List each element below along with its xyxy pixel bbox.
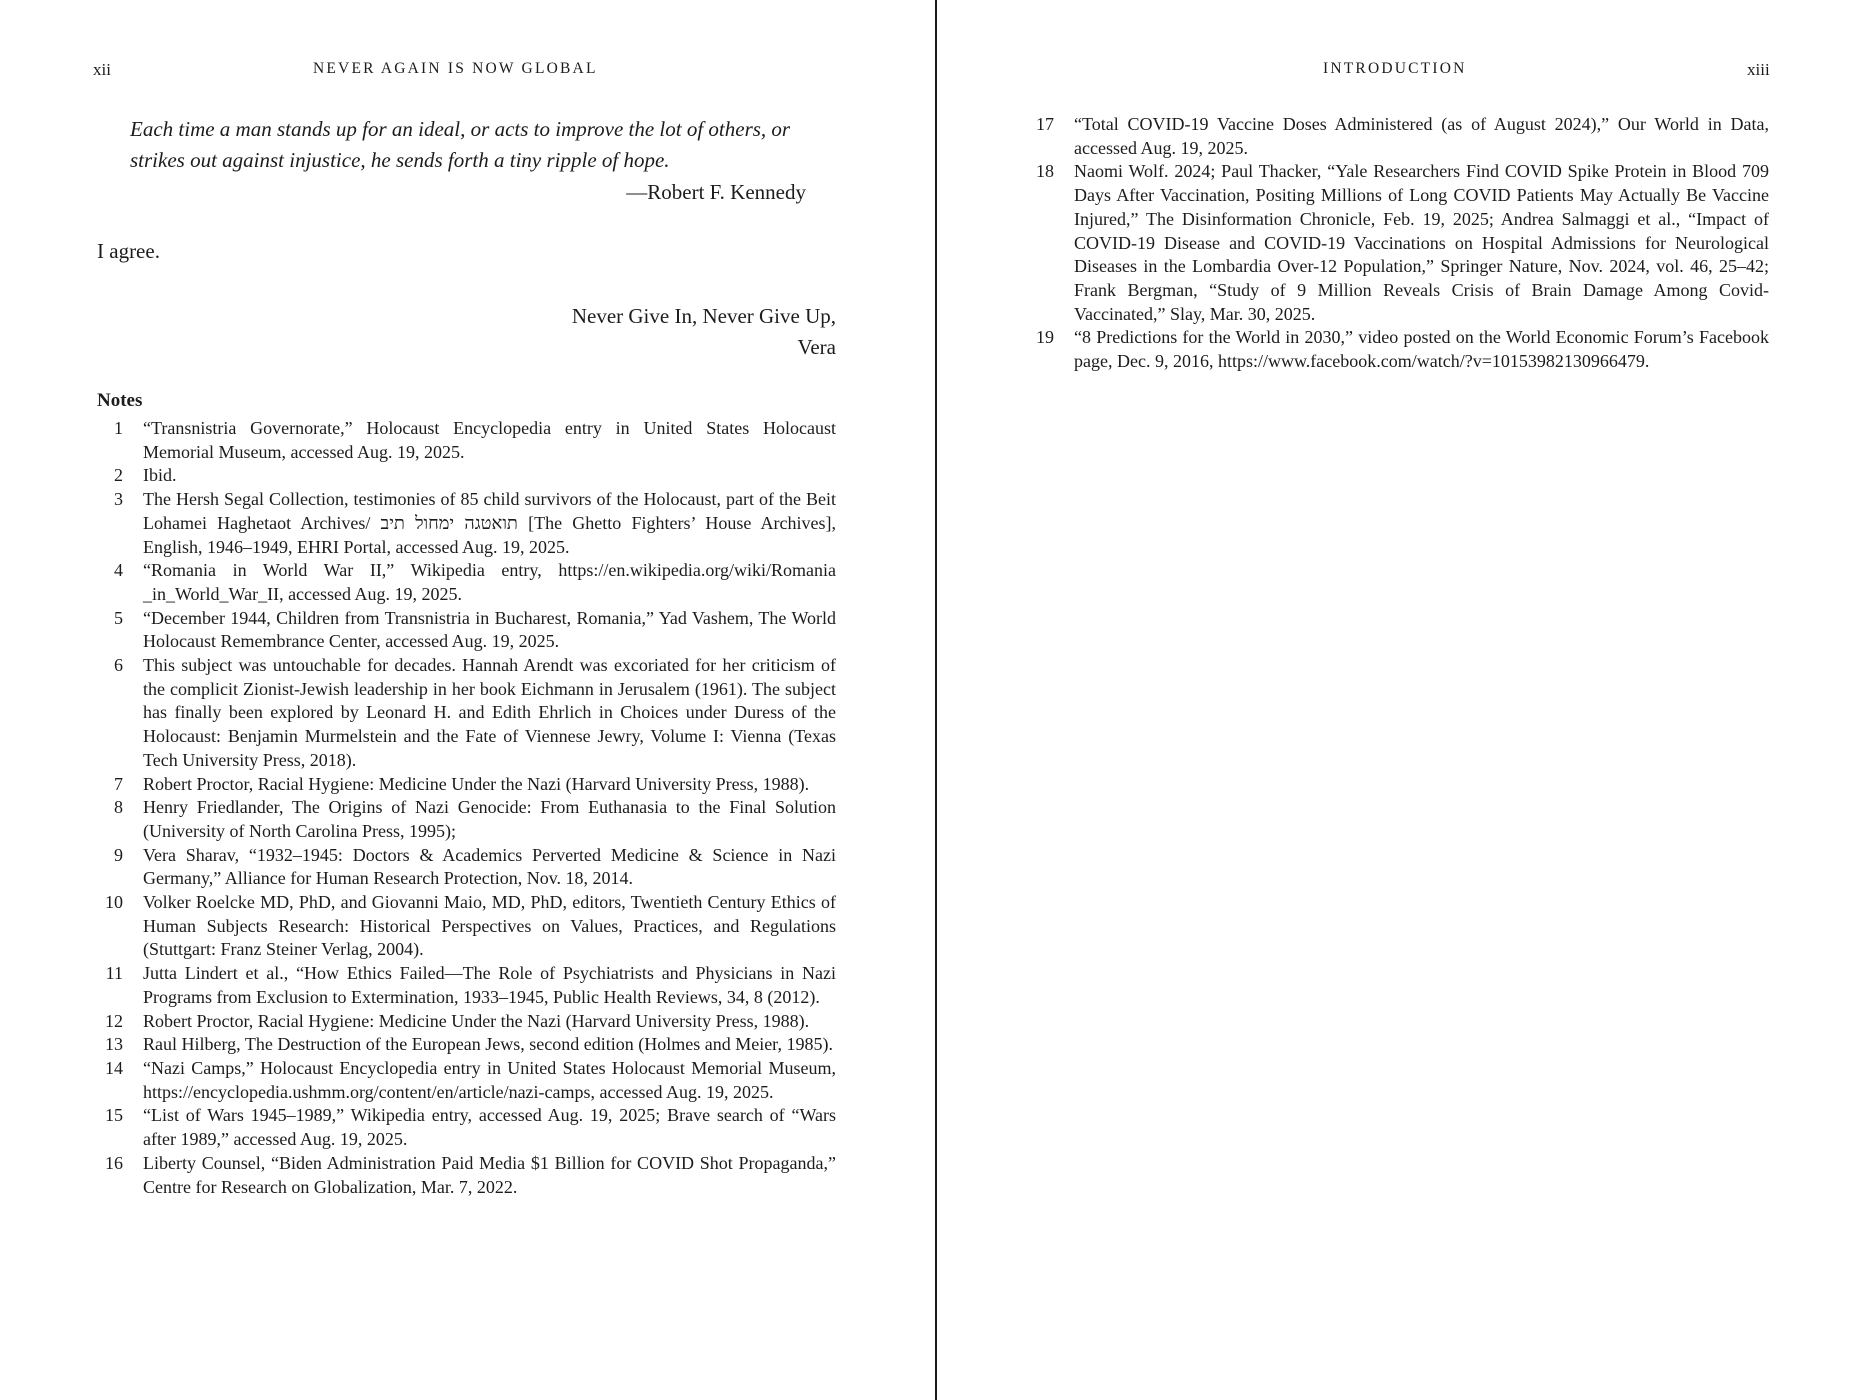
note-number: 5 xyxy=(114,607,123,628)
note-text: “Romania in World War II,” Wikipedia entry, https://en.wikipedia.org/wiki/Romania _in_World_War_II, accessed Aug. 19, 2025. xyxy=(143,560,836,604)
note-item xyxy=(97,773,836,797)
note-number: 3 xyxy=(114,489,123,510)
note-number: 14 xyxy=(105,1057,123,1078)
note-text: “Transnistria Governorate,” Holocaust Encyclopedia entry in United States Holocaust Memorial Museum, accessed Aug. 19, 2025. xyxy=(143,418,836,462)
note-item xyxy=(97,1010,836,1034)
note-item xyxy=(1028,113,1769,160)
note-item xyxy=(97,1104,836,1151)
note-number: 2 xyxy=(114,465,123,486)
body-paragraph: I agree. xyxy=(97,239,160,263)
note-item xyxy=(97,1152,836,1199)
note-text: Liberty Counsel, “Biden Administration Paid Media $1 Billion for COVID Shot Propaganda,” Centre for Research on Globalization, Mar. 7, 2022. xyxy=(143,1152,836,1197)
notes-list xyxy=(97,417,836,1199)
note-item xyxy=(97,488,836,559)
note-number: 18 xyxy=(1036,161,1054,182)
note-text: Robert Proctor, Racial Hygiene: Medicine Under the Nazi (Harvard University Press, 1988). xyxy=(143,1010,810,1031)
note-number: 17 xyxy=(1036,114,1054,134)
epigraph-attribution: —Robert F. Kennedy xyxy=(626,180,806,204)
note-text: Naomi Wolf. 2024; Paul Thacker, “Yale Researchers Find COVID Spike Protein in Blood 709 Days After Vaccination, Positing Millions of Long COVID Patients May Actually Be Vaccine Injured,” The Disinformation Chronicle, Feb. 19, 2025; Andrea Salmaggi et al., “Impact of COVID-19 Disease and COVID-19 Vaccinations on Hospital Admissions for Neurological Diseases in the Lombardia Over-12 Population,” Springer Nature, Nov. 2024, vol. 46, 25–42; Frank Bergman, “Study of 9 Million Reveals Crisis of Brain Damage Among Covid-Vaccinated,” Slay, Mar. 30, 2025. xyxy=(1074,161,1769,324)
epigraph-quote: Each time a man stands up for an ideal, or acts to improve the lot of others, or strikes out against injustice, he sends forth a tiny ripple of hope. xyxy=(130,117,791,172)
note-text: “8 Predictions for the World in 2030,” video posted on the World Economic Forum’s Facebook page, Dec. 9, 2016, https://www.facebook.com/watch/?v=10153982130966479. xyxy=(1074,327,1769,372)
running-head: INTRODUCTION xyxy=(1323,60,1467,77)
note-item xyxy=(97,654,836,773)
note-number: 7 xyxy=(114,773,123,794)
note-number: 19 xyxy=(1036,327,1054,348)
note-number: 13 xyxy=(105,1034,123,1055)
notes-list xyxy=(1028,113,1769,374)
note-number: 6 xyxy=(114,655,123,676)
note-item xyxy=(97,607,836,654)
note-number: 10 xyxy=(105,892,123,913)
note-item xyxy=(1028,160,1769,326)
note-text: This subject was untouchable for decades. Hannah Arendt was excoriated for her criticism of the complicit Zionist-Jewish leadership in her book Eichmann in Jerusalem (1961). The subject has finally been explored by Leonard H. and Edith Ehrlich in Choices under Duress of the Holocaust: Benjamin Murmelstein and the Fate of Viennese Jewry, Volume I: Vienna (Texas Tech University Press, 2018). xyxy=(143,655,836,770)
page-number: xii xyxy=(93,60,111,79)
signoff xyxy=(500,301,836,363)
signoff-line: Never Give In, Never Give Up, xyxy=(571,304,836,328)
note-item xyxy=(97,1033,836,1057)
note-text: Henry Friedlander, The Origins of Nazi Genocide: From Euthanasia to the Final Solution (University of North Carolina Press, 1995); xyxy=(143,797,836,841)
note-item xyxy=(97,464,836,488)
note-item xyxy=(97,796,836,843)
note-text: Robert Proctor, Racial Hygiene: Medicine Under the Nazi (Harvard University Press, 1988). xyxy=(143,773,810,794)
page-number: xiii xyxy=(1747,60,1770,79)
note-number: 15 xyxy=(105,1105,123,1126)
right-page xyxy=(937,0,1866,1400)
note-number: 8 xyxy=(114,797,123,818)
note-item xyxy=(97,891,836,962)
note-text: Ibid. xyxy=(143,465,177,486)
note-number: 1 xyxy=(114,418,123,438)
note-text: “Nazi Camps,” Holocaust Encyclopedia entry in United States Holocaust Memorial Museum, https://encyclopedia.ushmm.org/content/en/article/nazi-camps, accessed Aug. 19, 2025. xyxy=(143,1057,836,1102)
running-head: NEVER AGAIN IS NOW GLOBAL xyxy=(313,60,598,77)
note-item xyxy=(97,559,836,606)
note-text: Vera Sharav, “1932–1945: Doctors & Academics Perverted Medicine & Science in Nazi Germany,” Alliance for Human Research Protection, Nov. 18, 2014. xyxy=(143,844,836,889)
note-number: 11 xyxy=(105,963,123,984)
note-item xyxy=(97,962,836,1009)
note-item xyxy=(1028,326,1769,373)
note-text: Raul Hilberg, The Destruction of the European Jews, second edition (Holmes and Meier, 1985). xyxy=(143,1034,833,1055)
note-number: 12 xyxy=(105,1010,123,1031)
note-text: “List of Wars 1945–1989,” Wikipedia entry, accessed Aug. 19, 2025; Brave search of “Wars after 1989,” accessed Aug. 19, 2025. xyxy=(143,1105,836,1150)
note-text: “December 1944, Children from Transnistria in Bucharest, Romania,” Yad Vashem, The World Holocaust Remembrance Center, accessed Aug. 19, 2025. xyxy=(143,607,836,652)
note-text: Volker Roelcke MD, PhD, and Giovanni Maio, MD, PhD, editors, Twentieth Century Ethics of Human Subjects Research: Historical Perspectives on Values, Practices, and Regulations (Stuttgart: Franz Steiner Verlag, 2004). xyxy=(143,892,836,960)
note-number: 16 xyxy=(105,1152,123,1173)
note-item xyxy=(97,1057,836,1104)
note-text: “Total COVID-19 Vaccine Doses Administered (as of August 2024),” Our World in Data, accessed Aug. 19, 2025. xyxy=(1074,114,1769,158)
note-number: 9 xyxy=(114,844,123,865)
note-text: Jutta Lindert et al., “How Ethics Failed—The Role of Psychiatrists and Physicians in Nazi Programs from Exclusion to Extermination, 1933–1945, Public Health Reviews, 34, 8 (2012). xyxy=(143,963,836,1007)
note-number: 4 xyxy=(114,560,123,581)
notes-heading: Notes xyxy=(97,390,143,411)
note-item xyxy=(97,417,836,464)
note-text: The Hersh Segal Collection, testimonies of 85 child survivors of the Holocaust, part of the Beit Lohamei Haghetaot Archives/ תואטגה ימחול תיב [The Ghetto Fighters’ House Archives], English, 1946–1949, EHRI Portal, accessed Aug. 19, 2025. xyxy=(143,489,836,557)
note-item xyxy=(97,844,836,891)
signoff-name: Vera xyxy=(797,335,836,359)
